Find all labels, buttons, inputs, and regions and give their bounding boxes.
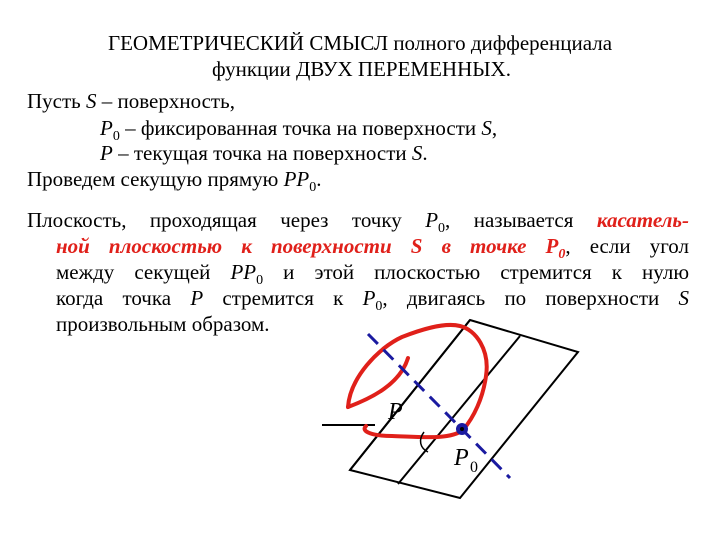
definition-text: когда точка xyxy=(56,286,191,310)
subscript-0: 0 xyxy=(112,129,120,144)
label-p0: P xyxy=(454,445,469,471)
definition-text: , называется xyxy=(445,208,597,232)
definition-text: , двигаясь по поверхности xyxy=(382,286,679,310)
tangent-plane xyxy=(322,320,578,498)
page-title: ГЕОМЕТРИЧЕСКИЙ СМЫСЛ полного дифференциала xyxy=(107,31,613,55)
intro-let: Пусть xyxy=(27,89,81,113)
var-s: S xyxy=(481,116,492,140)
definition-text: , если угол xyxy=(565,234,689,258)
var-pp: PP xyxy=(283,167,310,191)
var-s: S xyxy=(678,286,689,310)
highlight-var-s: S xyxy=(410,234,423,258)
plane-edge xyxy=(350,320,470,470)
definition-line-5: произвольным образом. xyxy=(56,312,270,336)
label-p0-subscript: 0 xyxy=(470,459,478,476)
highlight-term: ной плоскостью к поверхности xyxy=(56,234,411,258)
intro-surface-text: – поверхность, xyxy=(96,89,235,113)
highlight-subscript-0: 0 xyxy=(558,247,566,262)
punctuation: . xyxy=(422,141,428,165)
var-p: P xyxy=(100,116,113,140)
intro-fixed-point-text: – фиксированная точка на поверхности xyxy=(119,116,482,140)
surface-outline xyxy=(348,325,487,437)
highlight-term: касатель- xyxy=(596,208,689,232)
highlight-var-p: P xyxy=(545,234,559,258)
definition-text: Плоскость, проходящая через точку xyxy=(27,208,426,232)
definition-text: между секущей xyxy=(56,260,231,284)
var-p: P xyxy=(362,286,376,310)
var-p: P xyxy=(190,286,204,310)
definition-text: стремится к xyxy=(203,286,363,310)
subscript-0: 0 xyxy=(309,180,317,195)
surface-s xyxy=(348,325,487,437)
point-p0-center xyxy=(460,427,464,431)
intro-secant-text: Проведем секущую прямую xyxy=(27,167,284,191)
definition-text: и этой плоскостью стремится к нулю xyxy=(263,260,690,284)
highlight-term: в точке xyxy=(422,234,546,258)
var-s: S xyxy=(411,141,423,165)
var-p: P xyxy=(425,208,439,232)
punctuation: . xyxy=(316,167,322,191)
intro-current-point-text: – текущая точка на поверхности xyxy=(112,141,412,165)
var-s: S xyxy=(86,89,97,113)
subscript-0: 0 xyxy=(256,273,264,288)
page-subtitle: функции ДВУХ ПЕРЕМЕННЫХ. xyxy=(212,57,511,81)
var-pp: PP xyxy=(230,260,257,284)
subscript-0: 0 xyxy=(438,221,446,236)
subscript-0: 0 xyxy=(375,299,383,314)
label-p: P xyxy=(388,399,403,425)
var-p: P xyxy=(100,141,113,165)
punctuation: , xyxy=(491,116,498,140)
